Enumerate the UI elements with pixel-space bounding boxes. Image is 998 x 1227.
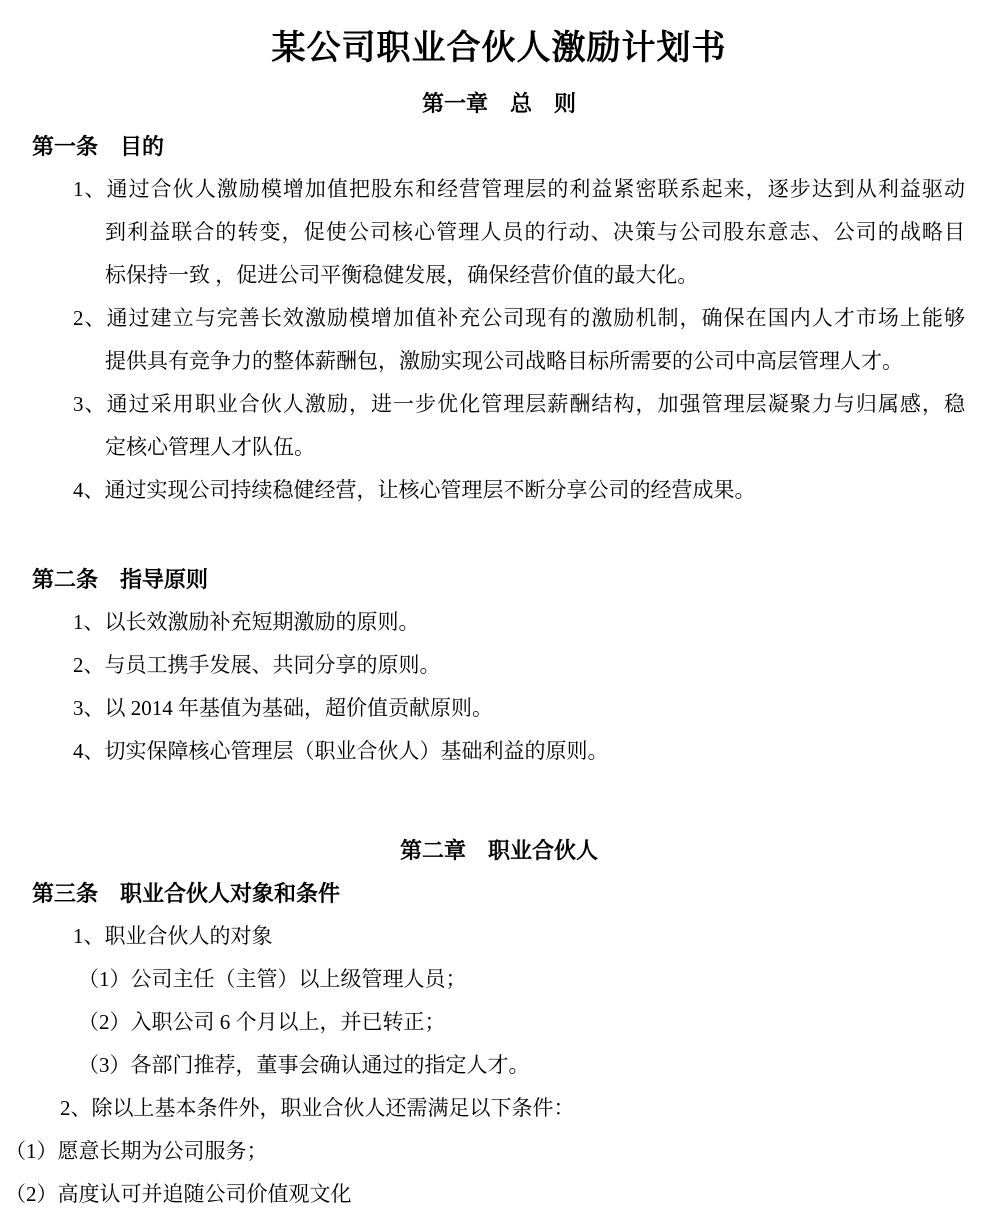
article3-item1-sub2: （2）入职公司 6 个月以上，并已转正； xyxy=(78,1010,446,1034)
article1-item1-line2: 到利益联合的转变，促使公司核心管理人员的行动、决策与公司股东意志、公司的战略目 xyxy=(105,220,965,244)
article2-item4: 4、切实保障核心管理层（职业合伙人）基础利益的原则。 xyxy=(73,739,609,763)
article3-item2: 2、除以上基本条件外，职业合伙人还需满足以下条件： xyxy=(60,1096,575,1120)
article-3-heading: 第三条 职业合伙人对象和条件 xyxy=(32,881,341,906)
article1-item2-line1: 2、通过建立与完善长效激励模增加值补充公司现有的激励机制，确保在国内人才市场上能够 xyxy=(73,306,965,330)
article-2-heading: 第二条 指导原则 xyxy=(32,567,209,592)
document-title: 某公司职业合伙人激励计划书 xyxy=(271,29,727,67)
article3-item2-sub1: （1）愿意长期为公司服务； xyxy=(5,1139,268,1163)
document-body xyxy=(0,82,998,1216)
article1-item3-line2: 定核心管理人才队伍。 xyxy=(105,435,315,459)
article-1-heading: 第一条 目的 xyxy=(32,134,165,159)
article3-item1-sub1: （1）公司主任（主管）以上级管理人员； xyxy=(78,967,467,991)
article3-item1: 1、职业合伙人的对象 xyxy=(73,924,273,948)
chapter-2-heading: 第二章 职业合伙人 xyxy=(399,838,598,863)
article1-item1-line3: 标保持一致 ，促进公司平衡稳健发展，确保经营价值的最大化。 xyxy=(105,263,699,287)
chapter-1-heading: 第一章 总 则 xyxy=(421,91,576,116)
article3-item2-sub2: （2）高度认可并追随公司价值观文化 xyxy=(5,1182,352,1206)
article1-item1-line1: 1、通过合伙人激励模增加值把股东和经营管理层的利益紧密联系起来，逐步达到从利益驱动 xyxy=(73,177,965,201)
article2-item2: 2、与员工携手发展、共同分享的原则。 xyxy=(73,653,441,677)
blank-line xyxy=(0,773,998,819)
article1-item2-line2: 提供具有竞争力的整体薪酬包，激励实现公司战略目标所需要的公司中高层管理人才。 xyxy=(105,349,903,373)
article1-item4-line1: 4、通过实现公司持续稳健经营，让核心管理层不断分享公司的经营成果。 xyxy=(73,478,756,502)
article3-item1-sub3: （3）各部门推荐，董事会确认通过的指定人才。 xyxy=(78,1053,530,1077)
article1-item3-line1: 3、通过采用职业合伙人激励，进一步优化管理层薪酬结构，加强管理层凝聚力与归属感，稳 xyxy=(73,392,965,416)
blank-line xyxy=(0,512,998,558)
article2-item1: 1、以长效激励补充短期激励的原则。 xyxy=(73,610,420,634)
article2-item3: 3、以 2014 年基值为基础，超价值贡献原则。 xyxy=(73,696,493,720)
